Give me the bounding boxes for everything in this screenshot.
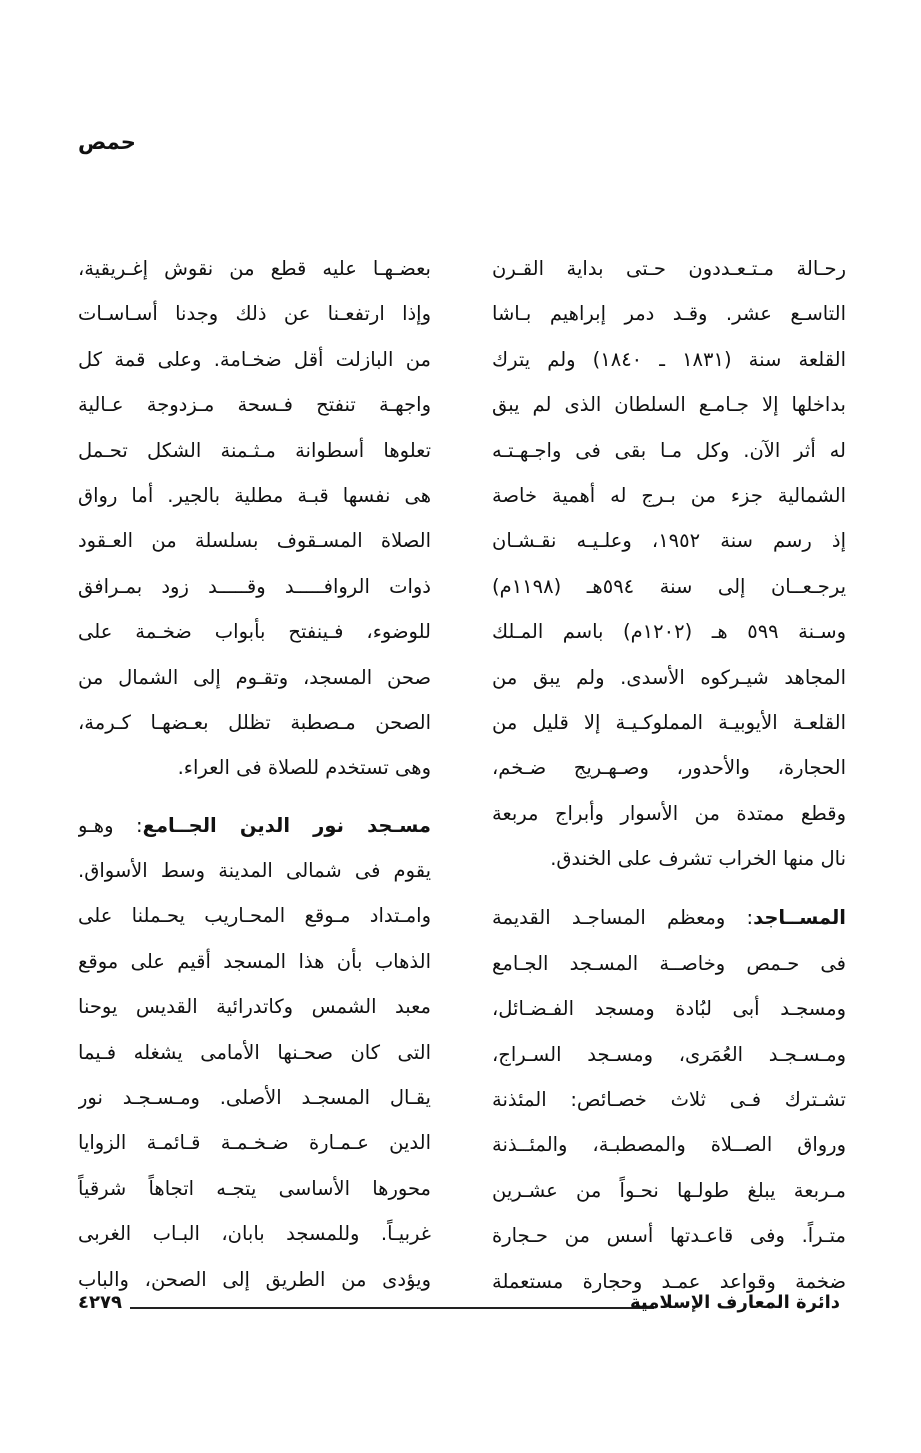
text-line: وهى تستخدم للصلاة فى العراء.: [177, 756, 431, 780]
text-line: وسـنة ٥٩٩ هـ (١٢٠٢م) باسم المـلك: [492, 620, 846, 644]
text-line: صحن المسجد، وتقـوم إلى الشمال من: [78, 665, 431, 689]
text-line: رحـالة مـتـعـددون حـتى بداية القـرن: [492, 257, 846, 280]
right-paragraph-1: [492, 246, 846, 881]
text-line: ومـسـجـد العُمَرى، ومسـجد السـراج،: [492, 1042, 846, 1066]
text-line: هى نفسها قبـة مطلية بالجير. أما رواق: [78, 483, 431, 507]
text-line: المجاهد شيـركوه الأسدى. ولم يبق من: [492, 665, 846, 689]
text-line: الدين عـمـارة ضـخـمـة قـائمـة الزوايا: [78, 1131, 431, 1155]
text-line: ومسجـد أبى لبُادة ومسجد الفـضـائل،: [492, 997, 846, 1021]
section-heading-nur-al-din-mosque: مسـجد نور الدين الجــامع: [142, 813, 431, 837]
text-line: ضخمة وقواعد عمـد وحجارة مستعملة: [492, 1269, 846, 1293]
text-line: واجهـة تنفتح فـسحة مـزدوجة عـالية: [78, 393, 431, 417]
text-line: التاسـع عشر. وقـد دمر إبراهيم بـاشا: [492, 302, 846, 326]
text-line: له أثر الآن. وكل مـا بقى فى واجـهـتـه: [492, 438, 846, 462]
right-paragraph-2: [492, 895, 846, 1304]
text-line: وامـتداد مـوقع المحـاريب يحـملنا على: [78, 904, 431, 928]
text-line: يقوم فى شمالى المدينة وسط الأسواق.: [78, 859, 431, 883]
right-column: [492, 246, 846, 1304]
text-line: تشـترك فـى ثلاث خصـائص: المئذنة: [492, 1088, 846, 1112]
section-heading-mosques: المســاجد: [753, 906, 846, 930]
page-footer: [78, 1288, 840, 1328]
text-line: ويؤدى من الطريق إلى الصحن، والباب: [78, 1267, 431, 1291]
text-line: ذوات الروافـــــد وقـــــد زود بمـرافق: [78, 574, 431, 598]
heading-continuation: : ومعظم المساجـد القديمة: [492, 906, 754, 930]
text-line: فى حـمص وخاصــة المسـجد الجـامع: [492, 951, 846, 975]
text-line: [78, 803, 431, 848]
text-line: غربيـاً. وللمسجد بابان، البـاب الغربى: [78, 1222, 431, 1246]
heading-continuation: : وهـو: [78, 813, 143, 837]
left-column: [78, 246, 431, 1302]
text-line: يقـال المسجـد الأصلى. ومـسـجـد نور: [78, 1086, 431, 1110]
text-line: معبد الشمس وكاتدرائية القديس يوحنا: [78, 995, 431, 1019]
left-paragraph-1: [78, 246, 431, 791]
text-line: الذهاب بأن هذا المسجد أقيم على موقع: [78, 949, 431, 973]
text-line: الصحن مـصطبة تظلل بعـضهـا كـرمة،: [78, 710, 431, 734]
text-line: القلعـة الأيوبيـة المملوكـيـة إلا قليل من: [492, 710, 846, 734]
text-line: يرجـعــان إلى سنة ٥٩٤هـ (١١٩٨م): [492, 574, 846, 598]
text-line: وقطع ممتدة من الأسوار وأبراج مربعة: [492, 801, 846, 825]
text-line: ورواق الصــلاة والمصطبـة، والمئــذنة: [492, 1133, 846, 1157]
page-number: ٤٢٧٩: [78, 1292, 122, 1313]
paragraph-gap: [78, 791, 431, 803]
text-line: الشمالية جزء من بـرج له أهمية خاصة: [492, 483, 846, 507]
text-line: من البازلت أقل ضخـامة. وعلى قمة كل: [78, 347, 431, 371]
text-line: الحجارة، والأحدور، وصـهـريج ضـخم،: [492, 756, 846, 780]
text-line: بداخلها إلا جـامـع السلطان الذى لم يبق: [492, 393, 846, 417]
text-line: القلعة سنة (١٨٣١ ـ ١٨٤٠) ولم يترك: [492, 347, 846, 371]
text-line: نال منها الخراب تشرف على الخندق.: [550, 847, 846, 871]
text-line: التى كان صحـنها الأمامى يشغله فـيما: [78, 1040, 431, 1064]
text-line: تعلوها أسطوانة مـثـمنة الشكل تحـمل: [78, 438, 431, 462]
text-line: [492, 895, 846, 940]
text-line: بعضـهـا عليه قطع من نقوش إغـريقية،: [78, 257, 431, 280]
text-line: للوضوء، فـينفتح بأبواب ضخـمة على: [78, 620, 431, 644]
text-line: إذ رسم سنة ١٩٥٢، وعلـيـه نقـشـان: [492, 529, 846, 553]
text-line: الصلاة المسـقوف بسلسلة من العـقود: [78, 529, 431, 553]
paragraph-gap: [492, 881, 846, 895]
text-line: وإذا ارتفعـنا عن ذلك وجدنا أسـاسـات: [78, 302, 431, 326]
text-line: محورها الأساسى يتجـه اتجاهاً شرقياً: [78, 1176, 431, 1200]
publication-title: دائرة المعارف الإسلامية: [629, 1292, 840, 1313]
text-line: مـربعة يبلغ طولـها نحـواً من عشـرين: [492, 1178, 846, 1202]
footer-rule: [130, 1307, 654, 1309]
text-line: متـراً. وفى قاعـدتها أسس من حـجارة: [492, 1224, 846, 1248]
running-head: حمص: [78, 130, 136, 154]
left-paragraph-2: [78, 803, 431, 1302]
